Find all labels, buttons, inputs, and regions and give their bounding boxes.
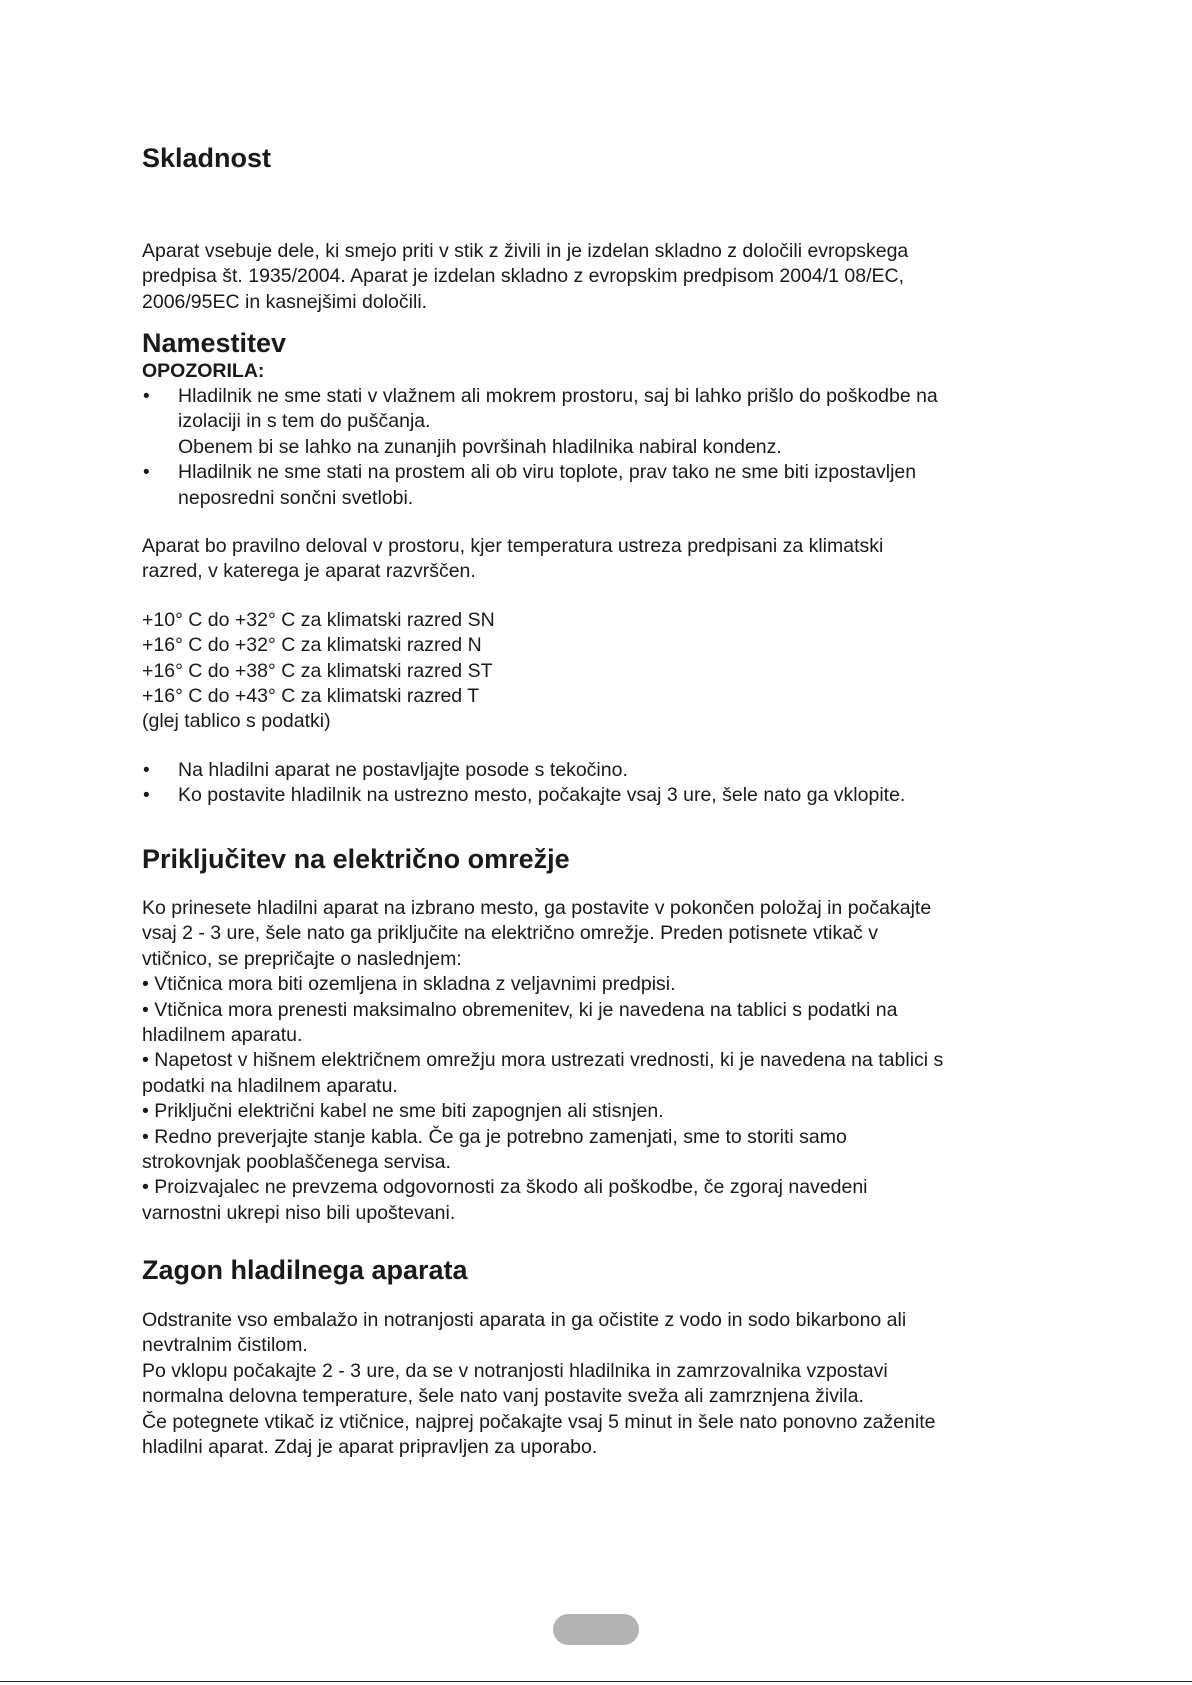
climate-class-list: [142, 608, 1072, 735]
list-item-text: • Hladilnik ne sme stati na prostem ali ob viru toplote, prav tako ne sme biti izpostavljen: [178, 461, 917, 484]
paragraph-line: hladilni aparat. Zdaj je aparat pripravljen za uporabo.: [142, 1436, 598, 1459]
list-item-text: neposredni sončni svetlobi.: [178, 486, 414, 509]
paragraph-line: 2006/95EC in kasnejšimi določili.: [142, 290, 428, 313]
climate-class-line: (glej tablico s podatki): [142, 710, 331, 733]
paragraph-line: • Proizvajalec ne prevzema odgovornosti za škodo ali poškodbe, če zgoraj navedeni: [142, 1176, 868, 1199]
warnings-list: [142, 384, 1072, 511]
paragraph-line: • Redno preverjajte stanje kabla. Če ga je potrebno zamenjati, sme to storiti samo: [142, 1125, 847, 1148]
section-title: Priključitev na električno omrežje: [142, 844, 570, 874]
paragraph-line: normalna delovna temperature, šele nato vanj postavite sveža ali zamrznjena živila.: [142, 1385, 864, 1408]
section-prikljucitev: [142, 843, 1072, 1226]
list-item: • Ko postavite hladilnik na ustrezno mesto, počakajte vsaj 3 ure, šele nato ga vklopite.: [142, 783, 1072, 808]
section-title: Namestitev: [142, 328, 287, 358]
list-item: [142, 384, 1072, 460]
section-zagon: [142, 1254, 1072, 1460]
paragraph-line: • Napetost v hišnem električnem omrežju mora ustrezati vrednosti, ki je navedena na tablici s: [142, 1049, 944, 1072]
paragraph-line: strokovnjak pooblaščenega servisa.: [142, 1151, 451, 1174]
paragraph-line: predpisa št. 1935/2004. Aparat je izdelan skladno z evropskim predpisom 2004/1 08/EC,: [142, 265, 905, 288]
warnings-subtitle: OPOZORILA:: [142, 360, 265, 382]
climate-class-line: +16° C do +43° C za klimatski razred T: [142, 685, 480, 708]
paragraph-line: nevtralnim čistilom.: [142, 1334, 308, 1357]
notes-list: [142, 758, 1072, 809]
list-item: [142, 460, 1072, 511]
list-item: • Na hladilni aparat ne postavljajte posode s tekočino.: [142, 758, 1072, 783]
list-item-text: izolaciji in s tem do puščanja.: [178, 410, 431, 433]
paragraph-line: Aparat bo pravilno deloval v prostoru, kjer temperatura ustreza predpisani za klimatski: [142, 535, 884, 558]
page-number-pill: [553, 1614, 639, 1645]
paragraph-line: hladilnem aparatu.: [142, 1024, 303, 1047]
list-item-text: • Hladilnik ne sme stati v vlažnem ali mokrem prostoru, saj bi lahko prišlo do poškodbe na: [178, 385, 938, 407]
list-item-text: Obenem bi se lahko na zunanjih površinah hladilnika nabiral kondenz.: [178, 435, 782, 458]
climate-class-line: +16° C do +38° C za klimatski razred ST: [142, 659, 493, 682]
section-namestitev: [142, 327, 1072, 809]
paragraph-line: varnostni ukrepi niso bili upoštevani.: [142, 1201, 456, 1224]
paragraph-line: Po vklopu počakajte 2 - 3 ure, da se v notranjosti hladilnika in zamrzovalnika vzpostavi: [142, 1359, 888, 1382]
paragraph-line: • Vtičnica mora prenesti maksimalno obremenitev, ki je navedena na tablici s podatki na: [142, 998, 898, 1021]
paragraph-line: Odstranite vso embalažo in notranjosti aparata in ga očistite z vodo in sodo bikarbono ali: [142, 1309, 907, 1331]
footer-divider: [0, 1681, 1192, 1682]
paragraph-line: Aparat vsebuje dele, ki smejo priti v stik z živili in je izdelan skladno z določili evropskega: [142, 240, 909, 262]
paragraph-line: Ko prinesete hladilni aparat na izbrano mesto, ga postavite v pokončen položaj in počakajte: [142, 897, 932, 919]
paragraph-line: • Vtičnica mora biti ozemljena in skladna z veljavnimi predpisi.: [142, 973, 676, 996]
paragraph-line: podatki na hladilnem aparatu.: [142, 1074, 398, 1097]
paragraph-line: • Priključni električni kabel ne sme biti zapognjen ali stisnjen.: [142, 1100, 664, 1123]
paragraph-line: Če potegnete vtikač iz vtičnice, najprej počakajte vsaj 5 minut in šele nato ponovno zaženite: [142, 1410, 936, 1433]
paragraph-line: razred, v katerega je aparat razvrščen.: [142, 560, 476, 583]
section-skladnost: [142, 142, 1072, 315]
climate-class-line: +16° C do +32° C za klimatski razred N: [142, 634, 482, 657]
paragraph-line: vtičnico, se prepričajte o naslednjem:: [142, 947, 462, 970]
section-title: Zagon hladilnega aparata: [142, 1255, 468, 1285]
climate-class-line: +10° C do +32° C za klimatski razred SN: [142, 608, 495, 631]
section-title: Skladnost: [142, 143, 272, 173]
paragraph-line: vsaj 2 - 3 ure, šele nato ga priključite na električno omrežje. Preden potisnete vtikač v: [142, 922, 878, 945]
